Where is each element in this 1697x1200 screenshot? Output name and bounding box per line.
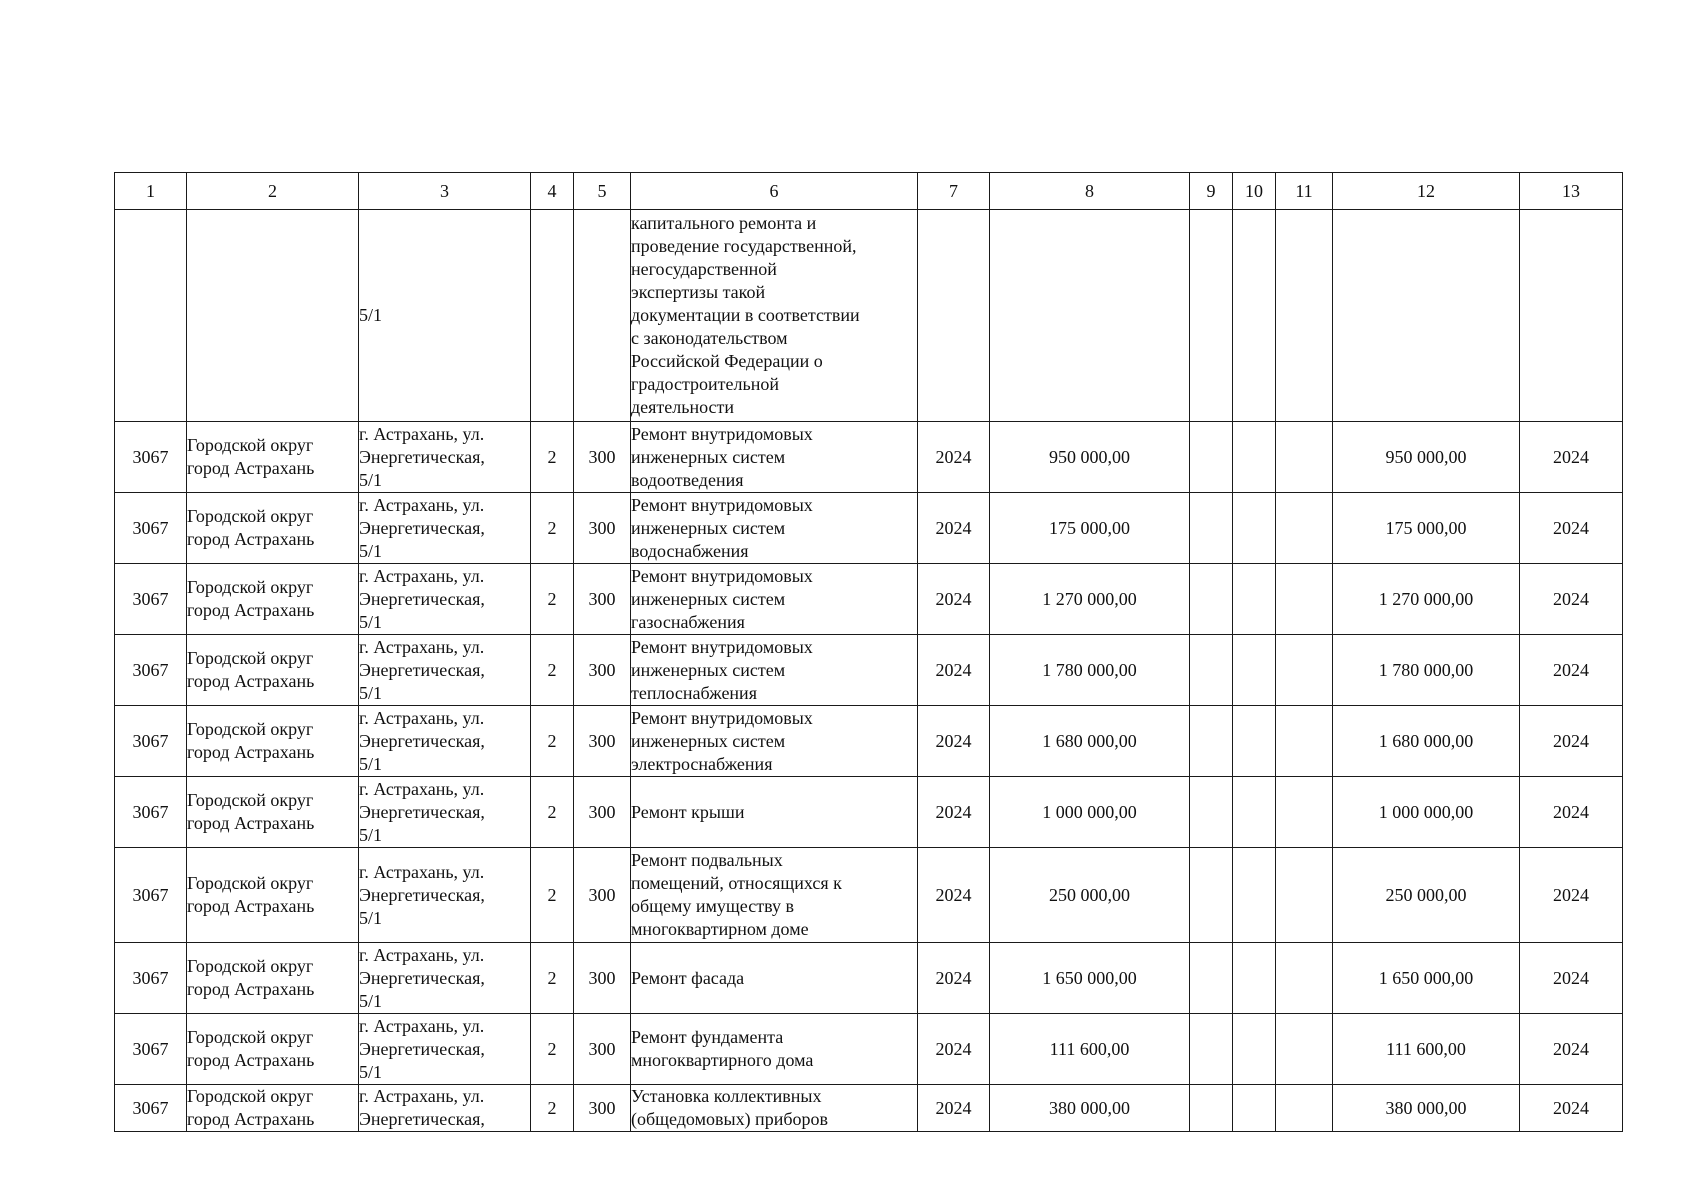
col5-text: 300 — [588, 730, 616, 751]
cost-text: 250 000,00 — [1049, 884, 1130, 905]
municipality-cell — [187, 493, 359, 564]
col5-cell — [574, 493, 631, 564]
col5-text: 300 — [588, 517, 616, 538]
col5-text: 300 — [588, 659, 616, 680]
id-cell — [115, 777, 187, 848]
municipality-cell — [187, 635, 359, 706]
col-header: 9 — [1190, 173, 1233, 210]
address-cell — [359, 210, 531, 422]
col4-text: 2 — [547, 1097, 557, 1118]
col9-cell — [1190, 564, 1233, 635]
id-text: 3067 — [132, 1097, 169, 1118]
work-type-text: Ремонт внутридомовых инженерных систем теплоснабжения — [631, 636, 813, 703]
col4-text: 2 — [547, 1038, 557, 1059]
table-cell — [918, 210, 990, 422]
work-type-cell — [631, 564, 918, 635]
col10-cell — [1233, 848, 1276, 943]
address-text: г. Астрахань, ул. Энергетическая, 5/1 — [359, 707, 485, 774]
col9-cell — [1190, 706, 1233, 777]
completion-year-text: 2024 — [1553, 801, 1589, 822]
year-text: 2024 — [935, 1097, 972, 1118]
col11-cell — [1276, 706, 1333, 777]
id-text: 3067 — [132, 967, 169, 988]
table-row — [115, 1085, 1623, 1132]
col5-text: 300 — [588, 1097, 616, 1118]
address-text: 5/1 — [359, 305, 383, 325]
completion-year-text: 2024 — [1553, 1038, 1589, 1059]
table-cell — [574, 210, 631, 422]
col5-cell — [574, 422, 631, 493]
col4-cell — [531, 564, 574, 635]
cost-text: 950 000,00 — [1049, 446, 1130, 467]
municipality-cell — [187, 1014, 359, 1085]
header-row — [115, 173, 1623, 210]
completion-year-cell — [1520, 1085, 1623, 1132]
total-cell — [1333, 564, 1520, 635]
completion-year-text: 2024 — [1553, 730, 1589, 751]
col4-text: 2 — [547, 659, 557, 680]
col4-text: 2 — [547, 967, 557, 988]
col4-cell — [531, 1085, 574, 1132]
municipality-text: Городской округ город Астрахань — [187, 1086, 315, 1129]
work-cell — [631, 210, 918, 422]
col5-cell — [574, 706, 631, 777]
table-row — [115, 564, 1623, 635]
municipality-text: Городской округ город Астрахань — [187, 577, 315, 620]
municipality-text: Городской округ город Астрахань — [187, 506, 315, 549]
id-text: 3067 — [132, 884, 169, 905]
total-cell — [1333, 706, 1520, 777]
col11-cell — [1276, 848, 1333, 943]
col5-cell — [574, 635, 631, 706]
id-text: 3067 — [132, 659, 169, 680]
total-cell — [1333, 1085, 1520, 1132]
cost-text: 1 650 000,00 — [1042, 967, 1137, 988]
total-text: 380 000,00 — [1385, 1097, 1467, 1118]
col9-cell — [1190, 848, 1233, 943]
col9-cell — [1190, 1085, 1233, 1132]
completion-year-text: 2024 — [1553, 1097, 1589, 1118]
year-cell — [918, 848, 990, 943]
table-row — [115, 422, 1623, 493]
work-type-text: Ремонт подвальных помещений, относящихся к общему имуществу в многоквартирном доме — [631, 850, 842, 939]
col4-text: 2 — [547, 446, 557, 467]
address-text: г. Астрахань, ул. Энергетическая, 5/1 — [359, 494, 485, 561]
year-text: 2024 — [935, 801, 972, 822]
work-type-cell — [631, 1014, 918, 1085]
work-type-cell — [631, 422, 918, 493]
address-text: г. Астрахань, ул. Энергетическая, 5/1 — [359, 778, 485, 845]
municipality-cell — [187, 777, 359, 848]
col5-text: 300 — [588, 1038, 616, 1059]
address-text: г. Астрахань, ул. Энергетическая, — [359, 1086, 485, 1129]
cost-cell — [990, 1085, 1190, 1132]
cost-cell — [990, 848, 1190, 943]
col4-cell — [531, 848, 574, 943]
completion-year-text: 2024 — [1553, 446, 1589, 467]
col5-cell — [574, 1014, 631, 1085]
address-cell — [359, 706, 531, 777]
id-cell — [115, 848, 187, 943]
id-cell — [115, 706, 187, 777]
id-text: 3067 — [132, 730, 169, 751]
total-text: 250 000,00 — [1385, 884, 1467, 905]
table-cell — [1276, 210, 1333, 422]
work-type-text: Ремонт внутридомовых инженерных систем водоотведения — [631, 423, 813, 490]
completion-year-cell — [1520, 493, 1623, 564]
municipality-cell — [187, 1085, 359, 1132]
municipality-text: Городской округ город Астрахань — [187, 719, 315, 762]
year-text: 2024 — [935, 588, 972, 609]
col5-cell — [574, 943, 631, 1014]
col-header: 12 — [1333, 173, 1520, 210]
cost-cell — [990, 777, 1190, 848]
col11-cell — [1276, 943, 1333, 1014]
id-cell — [115, 1085, 187, 1132]
col10-cell — [1233, 1085, 1276, 1132]
col4-text: 2 — [547, 517, 557, 538]
col-header: 6 — [631, 173, 918, 210]
col5-text: 300 — [588, 967, 616, 988]
work-type-text: Ремонт крыши — [631, 801, 745, 822]
col-header: 3 — [359, 173, 531, 210]
work-text: капитального ремонта и проведение государственной, негосударственной экспертизы такой документации в соответствии с законодательством Российской Федерации о градостроительной деятельности — [631, 213, 860, 417]
work-type-cell — [631, 1085, 918, 1132]
col-header: 10 — [1233, 173, 1276, 210]
col-header: 1 — [115, 173, 187, 210]
id-text: 3067 — [132, 517, 169, 538]
col11-cell — [1276, 1014, 1333, 1085]
work-type-text: Ремонт фасада — [631, 967, 745, 988]
col5-cell — [574, 777, 631, 848]
col4-text: 2 — [547, 730, 557, 751]
completion-year-text: 2024 — [1553, 517, 1589, 538]
col11-cell — [1276, 493, 1333, 564]
col4-cell — [531, 422, 574, 493]
municipality-cell — [187, 943, 359, 1014]
table-cell — [1190, 210, 1233, 422]
table-cell — [531, 210, 574, 422]
year-cell — [918, 493, 990, 564]
total-text: 1 000 000,00 — [1378, 801, 1474, 822]
municipality-text: Городской округ город Астрахань — [187, 790, 315, 833]
total-cell — [1333, 493, 1520, 564]
id-text: 3067 — [132, 1038, 169, 1059]
address-text: г. Астрахань, ул. Энергетическая, 5/1 — [359, 944, 485, 1011]
col5-text: 300 — [588, 801, 616, 822]
table-row — [115, 943, 1623, 1014]
work-type-cell — [631, 706, 918, 777]
id-text: 3067 — [132, 446, 169, 467]
id-cell — [115, 1014, 187, 1085]
address-cell — [359, 422, 531, 493]
table-cell — [115, 210, 187, 422]
col5-text: 300 — [588, 446, 616, 467]
year-text: 2024 — [935, 884, 972, 905]
col9-cell — [1190, 493, 1233, 564]
id-cell — [115, 564, 187, 635]
total-text: 1 650 000,00 — [1378, 967, 1474, 988]
address-text: г. Астрахань, ул. Энергетическая, 5/1 — [359, 1015, 485, 1082]
municipality-text: Городской округ город Астрахань — [187, 873, 315, 916]
table-row — [115, 493, 1623, 564]
works-table — [114, 172, 1623, 1132]
completion-year-text: 2024 — [1553, 967, 1589, 988]
address-cell — [359, 777, 531, 848]
table-row — [115, 706, 1623, 777]
address-cell — [359, 943, 531, 1014]
year-cell — [918, 564, 990, 635]
cost-cell — [990, 635, 1190, 706]
cost-cell — [990, 706, 1190, 777]
year-text: 2024 — [935, 517, 972, 538]
col4-text: 2 — [547, 884, 557, 905]
col10-cell — [1233, 422, 1276, 493]
col4-cell — [531, 706, 574, 777]
table-cell — [1333, 210, 1520, 422]
table-cell — [187, 210, 359, 422]
col5-cell — [574, 1085, 631, 1132]
completion-year-cell — [1520, 1014, 1623, 1085]
table-cell — [1233, 210, 1276, 422]
total-cell — [1333, 422, 1520, 493]
year-text: 2024 — [935, 730, 972, 751]
address-cell — [359, 564, 531, 635]
cost-cell — [990, 422, 1190, 493]
col9-cell — [1190, 943, 1233, 1014]
cost-text: 175 000,00 — [1049, 517, 1130, 538]
table-cell — [990, 210, 1190, 422]
municipality-text: Городской округ город Астрахань — [187, 435, 315, 478]
work-type-text: Установка коллективных (общедомовых) приборов — [631, 1086, 828, 1129]
col-header: 4 — [531, 173, 574, 210]
table-row — [115, 1014, 1623, 1085]
year-text: 2024 — [935, 967, 972, 988]
year-text: 2024 — [935, 1038, 972, 1059]
col10-cell — [1233, 493, 1276, 564]
col9-cell — [1190, 635, 1233, 706]
work-type-cell — [631, 943, 918, 1014]
col11-cell — [1276, 777, 1333, 848]
id-cell — [115, 635, 187, 706]
id-cell — [115, 943, 187, 1014]
id-cell — [115, 493, 187, 564]
col10-cell — [1233, 635, 1276, 706]
cost-text: 1 000 000,00 — [1042, 801, 1137, 822]
col4-text: 2 — [547, 801, 557, 822]
total-text: 1 270 000,00 — [1378, 588, 1474, 609]
col4-text: 2 — [547, 588, 557, 609]
work-type-cell — [631, 777, 918, 848]
table-row — [115, 848, 1623, 943]
total-cell — [1333, 635, 1520, 706]
cost-cell — [990, 564, 1190, 635]
col4-cell — [531, 777, 574, 848]
col10-cell — [1233, 1014, 1276, 1085]
address-cell — [359, 1085, 531, 1132]
col10-cell — [1233, 706, 1276, 777]
cost-text: 1 680 000,00 — [1042, 730, 1137, 751]
col-header: 13 — [1520, 173, 1623, 210]
address-cell — [359, 635, 531, 706]
col5-text: 300 — [588, 884, 616, 905]
cost-cell — [990, 943, 1190, 1014]
year-cell — [918, 777, 990, 848]
col4-cell — [531, 943, 574, 1014]
col10-cell — [1233, 564, 1276, 635]
year-cell — [918, 943, 990, 1014]
col-header: 5 — [574, 173, 631, 210]
col4-cell — [531, 1014, 574, 1085]
municipality-cell — [187, 848, 359, 943]
address-cell — [359, 848, 531, 943]
completion-year-cell — [1520, 943, 1623, 1014]
col11-cell — [1276, 1085, 1333, 1132]
municipality-cell — [187, 706, 359, 777]
address-text: г. Астрахань, ул. Энергетическая, 5/1 — [359, 565, 485, 632]
address-text: г. Астрахань, ул. Энергетическая, 5/1 — [359, 423, 485, 490]
id-cell — [115, 422, 187, 493]
completion-year-text: 2024 — [1553, 884, 1589, 905]
cost-text: 1 270 000,00 — [1042, 588, 1137, 609]
work-type-text: Ремонт внутридомовых инженерных систем водоснабжения — [631, 494, 813, 561]
cost-cell — [990, 493, 1190, 564]
col9-cell — [1190, 422, 1233, 493]
completion-year-cell — [1520, 848, 1623, 943]
cost-cell — [990, 1014, 1190, 1085]
municipality-cell — [187, 564, 359, 635]
table-row — [115, 777, 1623, 848]
work-type-cell — [631, 635, 918, 706]
municipality-text: Городской округ город Астрахань — [187, 1027, 315, 1070]
work-type-text: Ремонт внутридомовых инженерных систем электроснабжения — [631, 707, 813, 774]
cost-text: 380 000,00 — [1049, 1097, 1130, 1118]
address-cell — [359, 493, 531, 564]
year-cell — [918, 422, 990, 493]
total-text: 1 680 000,00 — [1378, 730, 1474, 751]
total-text: 175 000,00 — [1385, 517, 1467, 538]
total-cell — [1333, 943, 1520, 1014]
col10-cell — [1233, 943, 1276, 1014]
total-text: 1 780 000,00 — [1378, 659, 1474, 680]
address-cell — [359, 1014, 531, 1085]
col-header: 7 — [918, 173, 990, 210]
col4-cell — [531, 635, 574, 706]
cost-text: 1 780 000,00 — [1042, 659, 1137, 680]
cost-text: 111 600,00 — [1049, 1038, 1130, 1059]
address-text: г. Астрахань, ул. Энергетическая, 5/1 — [359, 861, 485, 928]
col-header: 2 — [187, 173, 359, 210]
continuation-row — [115, 210, 1623, 422]
col11-cell — [1276, 635, 1333, 706]
address-text: г. Астрахань, ул. Энергетическая, 5/1 — [359, 636, 485, 703]
completion-year-cell — [1520, 564, 1623, 635]
year-cell — [918, 635, 990, 706]
municipality-text: Городской округ город Астрахань — [187, 648, 315, 691]
col11-cell — [1276, 564, 1333, 635]
total-cell — [1333, 1014, 1520, 1085]
id-text: 3067 — [132, 801, 169, 822]
year-text: 2024 — [935, 446, 972, 467]
completion-year-cell — [1520, 706, 1623, 777]
completion-year-cell — [1520, 777, 1623, 848]
col11-cell — [1276, 422, 1333, 493]
work-type-text: Ремонт фундамента многоквартирного дома — [631, 1027, 814, 1070]
col9-cell — [1190, 777, 1233, 848]
municipality-text: Городской округ город Астрахань — [187, 956, 315, 999]
col5-text: 300 — [588, 588, 616, 609]
total-text: 950 000,00 — [1385, 446, 1467, 467]
col-header: 11 — [1276, 173, 1333, 210]
year-cell — [918, 706, 990, 777]
col5-cell — [574, 848, 631, 943]
col-header: 8 — [990, 173, 1190, 210]
col5-cell — [574, 564, 631, 635]
work-type-text: Ремонт внутридомовых инженерных систем газоснабжения — [631, 565, 813, 632]
total-text: 111 600,00 — [1386, 1038, 1466, 1059]
work-type-cell — [631, 848, 918, 943]
completion-year-cell — [1520, 422, 1623, 493]
col4-cell — [531, 493, 574, 564]
year-cell — [918, 1014, 990, 1085]
table-row — [115, 635, 1623, 706]
completion-year-text: 2024 — [1553, 588, 1589, 609]
work-type-cell — [631, 493, 918, 564]
year-cell — [918, 1085, 990, 1132]
col9-cell — [1190, 1014, 1233, 1085]
total-cell — [1333, 777, 1520, 848]
completion-year-cell — [1520, 635, 1623, 706]
total-cell — [1333, 848, 1520, 943]
table-cell — [1520, 210, 1623, 422]
municipality-cell — [187, 422, 359, 493]
year-text: 2024 — [935, 659, 972, 680]
completion-year-text: 2024 — [1553, 659, 1589, 680]
table-body — [115, 210, 1623, 1132]
id-text: 3067 — [132, 588, 169, 609]
col10-cell — [1233, 777, 1276, 848]
